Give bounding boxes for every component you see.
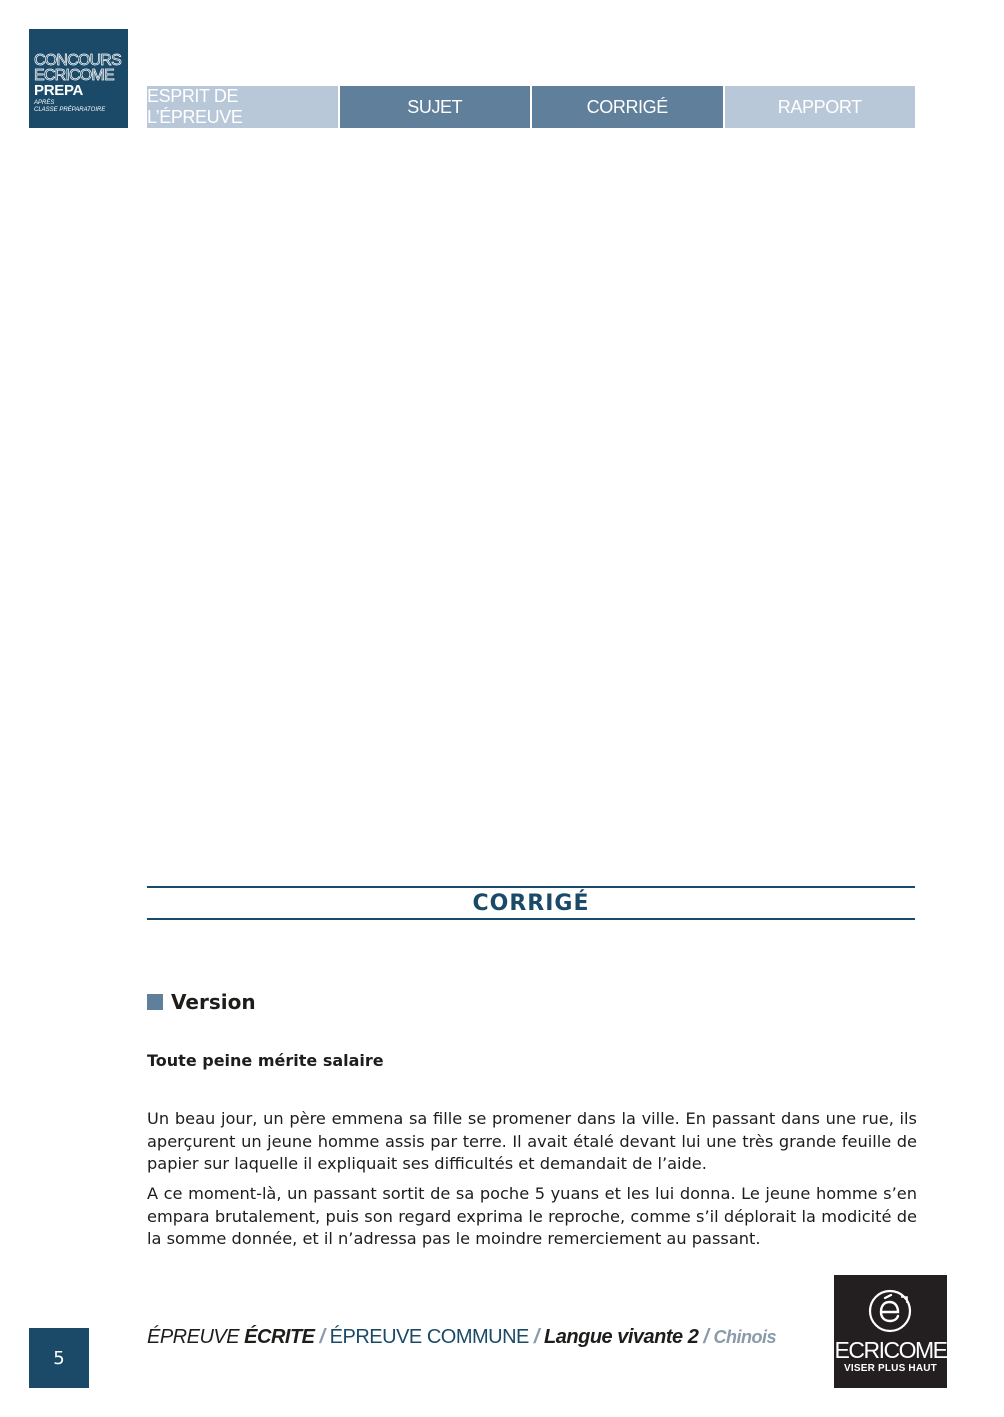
paragraph-1: Un beau jour, un père emmena sa fille se promener dans la ville. En passant dans une rue, ils aperçurent un jeune homme assis par terre. Il avait étalé devant lui une très grande feuille de papier sur laquelle il expliquait ses difficultés et demandait de l’aide. xyxy=(147,1109,917,1173)
footer-ecrite-label: ÉCRITE xyxy=(244,1326,315,1348)
subheading-label: Version xyxy=(171,990,256,1014)
page-number: 5 xyxy=(29,1328,89,1388)
ecricome-emblem-icon xyxy=(867,1288,913,1334)
tab-esprit-de-l-epreuve[interactable]: ESPRIT DE L’ÉPREUVE xyxy=(147,86,338,128)
footer-breadcrumb xyxy=(147,1326,776,1349)
document-title: Toute peine mérite salaire xyxy=(147,1051,384,1070)
logo-line-ecricome: ECRICOME xyxy=(34,67,114,84)
square-bullet-icon xyxy=(147,994,163,1010)
footer-separator: / xyxy=(698,1326,714,1348)
concours-ecricome-prepa-logo xyxy=(29,29,128,128)
logo-line-prepa: PREPA xyxy=(34,82,84,99)
ecricome-logo-name: ECRICOME xyxy=(834,1337,947,1363)
tab-corrige[interactable]: CORRIGÉ xyxy=(532,86,723,128)
logo-line-concours: CONCOURS xyxy=(34,52,121,69)
subheading-version xyxy=(147,990,256,1014)
footer-langue-label: Langue vivante 2 xyxy=(544,1326,699,1348)
footer-epreuve2-label: ÉPREUVE xyxy=(329,1326,427,1348)
footer-chinois-label: Chinois xyxy=(713,1327,776,1347)
ecricome-logo-tagline: VISER PLUS HAUT xyxy=(843,1363,937,1374)
logo-line-classe-preparatoire: CLASSE PRÉPARATOIRE xyxy=(34,107,106,113)
paragraph-2: A ce moment-là, un passant sortit de sa poche 5 yuans et les lui donna. Le jeune homme s’en empara brutalement, puis son regard exprima le reproche, comme s’il déplorait la modicité de la somme donnée, et il n’adressa pas le moindre remerciement au passant. xyxy=(147,1184,917,1248)
section-title-corrige: CORRIGÉ xyxy=(147,886,915,920)
ecricome-logo xyxy=(834,1275,947,1388)
footer-separator: / xyxy=(528,1326,545,1348)
tab-rapport[interactable]: RAPPORT xyxy=(725,86,916,128)
footer-epreuve-label: ÉPREUVE xyxy=(147,1326,245,1348)
footer-separator: / xyxy=(314,1326,330,1348)
footer-commune-label: COMMUNE xyxy=(426,1326,529,1348)
section-tabs xyxy=(147,86,915,128)
logo-line-apres: APRÈS xyxy=(34,100,55,106)
tab-sujet[interactable]: SUJET xyxy=(340,86,531,128)
